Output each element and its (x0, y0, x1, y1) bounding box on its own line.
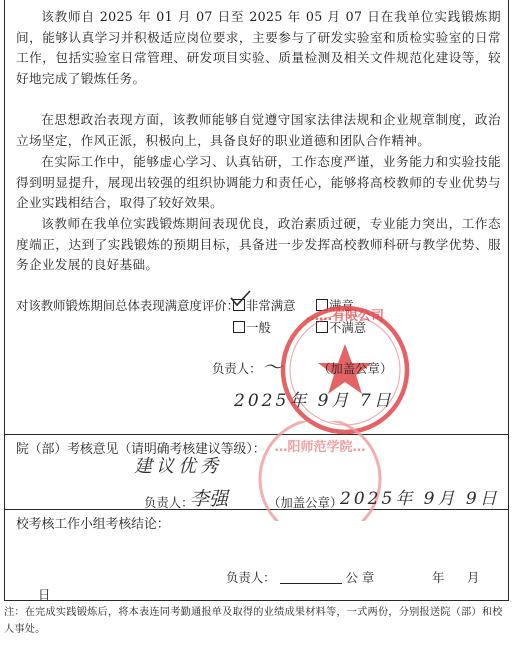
signature-line[interactable] (280, 583, 342, 584)
signer-label: 负责人： (212, 361, 262, 376)
evaluation-paragraph: 该教师自 2025 年 01 月 07 日至 2025 年 05 月 07 日在我单位实践锻炼期间，能够认真学习并积极适应岗位要求，主要参与了研发实验室和质检实验室的日常工作，包括实验室日常管理、研发项目实验、质量检测及相关文件规范化建设等，较好地完成了锻炼任务。 (16, 9, 501, 86)
year-label: 年 (432, 570, 445, 585)
signer-label: 负责人： (226, 570, 276, 585)
seal-note: （加盖公章） (268, 495, 343, 510)
check-mark-icon (229, 290, 251, 308)
month-label: 月 (467, 570, 480, 585)
option-label: 非常满意 (246, 298, 296, 313)
seal-text: ……有限公司 (305, 309, 385, 324)
handwritten-date: 2025年 9月 7日 (234, 391, 394, 411)
option-average[interactable] (233, 318, 271, 336)
seal-text: …阳师范学院… (274, 440, 366, 455)
school-conclusion-title: 校考核工作小组考核结论： (16, 517, 170, 532)
option-label: 满意 (329, 298, 354, 313)
handwritten-opinion: 建议优秀 (134, 456, 222, 477)
evaluation-paragraph: 该教师在我单位实践锻炼期间表现优良，政治素质过硬，专业能力突出，工作态度端正，达到了实践锻炼的预期目标，具备进一步发挥高校教师科研与教学优势、服务企业发展的良好基础。 (16, 216, 501, 272)
evaluation-paragraph: 在思想政治表现方面，该教师能够自觉遵守国家法律法规和企业规章制度，政治立场坚定，作风正派，积极向上，具备良好的职业道德和团队合作精神。 (16, 112, 501, 148)
college-opinion-title: 院（部）考核意见（请明确考核建议等级）： (16, 442, 266, 457)
seal-label: 公 章 (345, 570, 375, 585)
seal-note: （加盖公章） (318, 361, 393, 376)
handwritten-signature: 李强 (190, 488, 229, 510)
evaluation-paragraph: 在实际工作中，能够虚心学习、认真钻研，工作态度严谨，业务能力和实验技能得到明显提升，展现出较强的组织协调能力和责任心，能够将高校教师的专业优势与企业实践相结合，取得了较好效果。 (16, 154, 501, 210)
handwritten-date: 2025年 9月 9日 (340, 489, 500, 509)
handwritten-signature: ～ (262, 355, 282, 379)
checkbox[interactable] (233, 321, 245, 333)
day-label: 日 (38, 587, 51, 602)
option-label: 不满意 (329, 320, 367, 335)
signer-label: 负责人： (144, 495, 194, 510)
school-signer-row (226, 568, 374, 586)
footnote: 注：在完成实践锻炼后，将本表连同考勤通报单及取得的业绩成果材料等，一式两份，分别报送院（部）和校人事处。 (4, 607, 503, 635)
satisfaction-question: 对该教师锻炼期间总体表现满意度评价： (16, 298, 240, 313)
option-label: 一般 (246, 320, 271, 335)
